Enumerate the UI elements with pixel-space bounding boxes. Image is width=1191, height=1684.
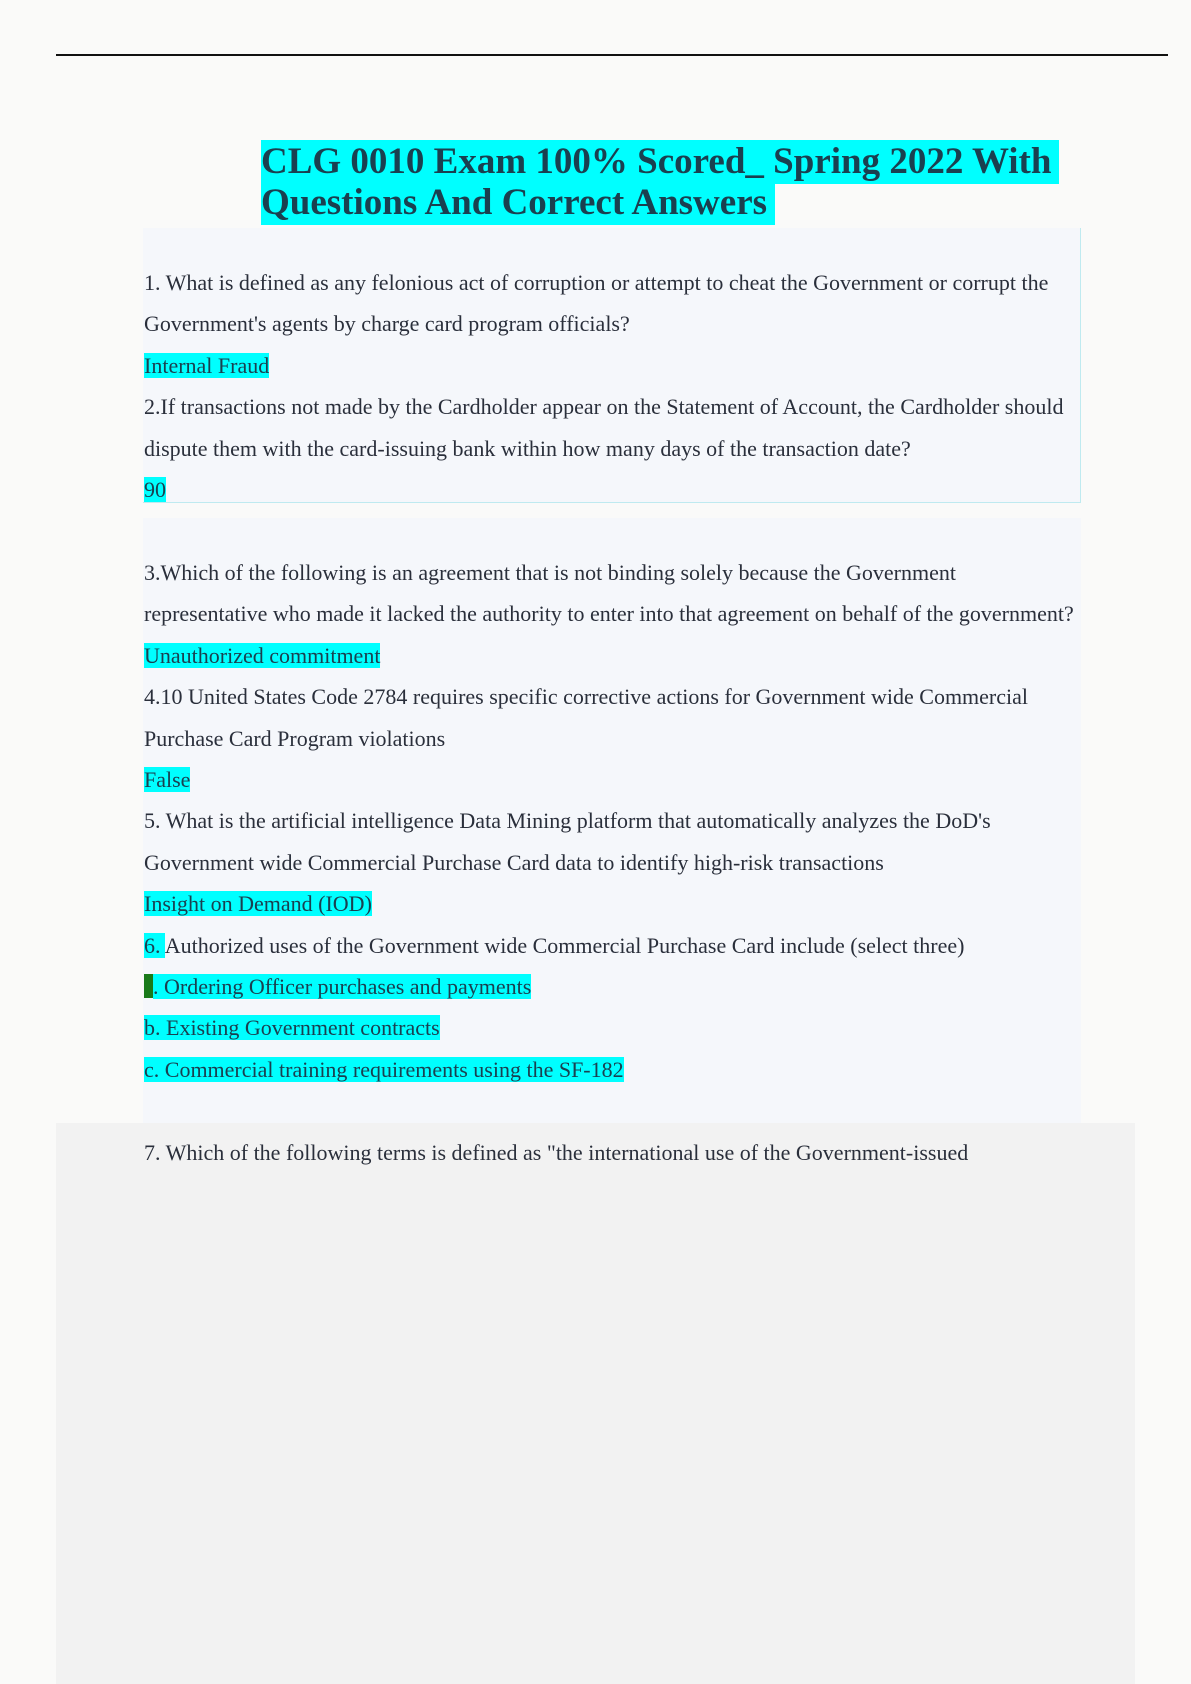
question-5: 5. What is the artificial intelligence Data Mining platform that automatically analyzes the DoD's Government wide Commercial Purchase Card data to identify high-risk transactions (144, 808, 991, 875)
title-highlight: CLG 0010 Exam 100% Scored_ Spring 2022 With Questions And Correct Answers (261, 140, 1059, 225)
page-bottom-block (56, 1123, 1135, 1684)
question-1: 1. What is defined as any felonious act of corruption or attempt to cheat the Government or corrupt the Government's agents by charge card program officials? (144, 270, 1049, 337)
question-2: 2.If transactions not made by the Cardholder appear on the Statement of Account, the Cardholder should dispute them with the card-issuing bank within how many days of the transaction date? (144, 394, 1064, 461)
option-c-text: c. Commercial training requirements using the SF-182 (144, 1056, 624, 1082)
answer-2-text: 90 (144, 477, 166, 503)
question-6-number: 6. (144, 932, 165, 958)
answer-4 (144, 759, 1084, 800)
answer-1 (144, 345, 1084, 386)
question-6-option-b (144, 1007, 1084, 1048)
question-3: 3.Which of the following is an agreement that is not binding solely because the Government representative who made it lacked the authority to enter into that agreement on behalf of the government? (144, 560, 1074, 627)
option-a-marker (144, 974, 153, 998)
option-b-text: b. Existing Government contracts (144, 1015, 440, 1041)
option-a-text: . Ordering Officer purchases and payments (153, 974, 532, 1000)
question-group-3 (144, 1132, 1084, 1173)
question-group-1 (144, 262, 1084, 510)
answer-4-text: False (144, 767, 191, 793)
question-4: 4.10 United States Code 2784 requires specific corrective actions for Government wide Commercial Purchase Card Program violations (144, 684, 1029, 751)
question-6-option-c (144, 1049, 1084, 1090)
answer-5 (144, 883, 1084, 924)
question-6-text: Authorized uses of the Government wide Commercial Purchase Card include (select three) (164, 932, 965, 958)
answer-1-text: Internal Fraud (144, 352, 270, 378)
question-group-2 (144, 552, 1084, 1090)
answer-3 (144, 635, 1084, 676)
document-title (261, 141, 1061, 223)
question-6-option-a (144, 966, 1084, 1007)
question-7: 7. Which of the following terms is defined as "the international use of the Government-issued (144, 1140, 969, 1165)
answer-2 (144, 469, 1084, 510)
top-rule (56, 54, 1168, 56)
answer-5-text: Insight on Demand (IOD) (144, 891, 372, 917)
answer-3-text: Unauthorized commitment (144, 642, 381, 668)
question-6 (144, 925, 1084, 966)
